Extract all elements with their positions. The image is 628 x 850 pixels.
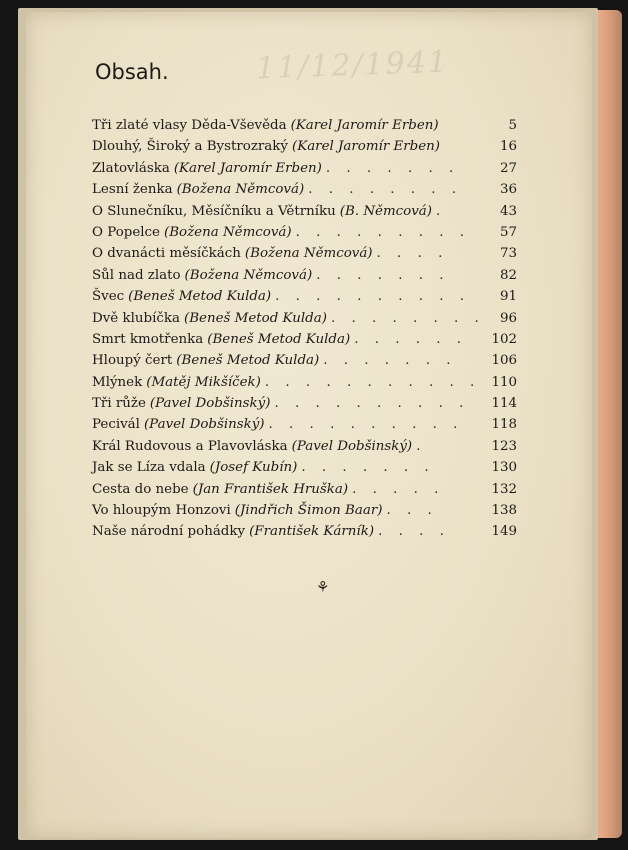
toc-entry xyxy=(92,482,517,503)
entry-page-number: 123 xyxy=(491,438,517,454)
entry-author: (Pavel Dobšinský) xyxy=(291,438,413,454)
entry-page-number: 57 xyxy=(499,224,517,240)
entry-page-number: 138 xyxy=(491,503,517,519)
entry-page-number: 106 xyxy=(491,353,517,369)
entry-title: Král Rudovous a Plavovláska xyxy=(92,438,288,454)
entry-page-number: 118 xyxy=(491,417,517,433)
leader-dots: . . . . . . xyxy=(354,331,468,347)
entry-page-number: 16 xyxy=(499,139,517,155)
entry-title: Hloupý čert xyxy=(92,353,173,369)
leader-dots: . . . . . . . xyxy=(323,353,457,369)
entry-author: (Božena Němcová) xyxy=(184,267,313,283)
toc-entry xyxy=(92,417,517,438)
leader-dots: . . . . . . . . xyxy=(308,182,463,198)
entry-title: Zlatovláska xyxy=(92,160,170,176)
entry-author: (Matěj Mikšíček) xyxy=(146,374,261,390)
toc-entry xyxy=(92,375,517,396)
leader-dots: . . . . . . . . . . xyxy=(275,289,471,305)
entry-title: Tři růže xyxy=(92,396,146,412)
toc-entry xyxy=(92,118,517,139)
entry-title: Tři zlaté vlasy Děda-Vševěda xyxy=(92,118,287,133)
entry-page-number: 96 xyxy=(499,310,517,326)
leader-dots: . . . xyxy=(386,503,438,519)
entry-title: Naše národní pohádky xyxy=(92,524,246,540)
faded-stamp: 11/12/1941 xyxy=(255,44,450,87)
toc-entry xyxy=(92,246,517,267)
toc-entry xyxy=(92,439,517,460)
leader-dots: . . . . . . . xyxy=(301,460,435,476)
toc-entry xyxy=(92,268,517,289)
entry-author: (Beneš Metod Kulda) xyxy=(207,331,351,347)
toc-entry xyxy=(92,311,517,332)
toc-entry xyxy=(92,332,517,353)
toc-entry xyxy=(92,353,517,374)
leader-dots: . . . . xyxy=(378,524,450,540)
entry-title: Pecivál xyxy=(92,417,140,433)
toc-entry xyxy=(92,182,517,203)
entry-title: O dvanácti měsíčkách xyxy=(92,246,241,262)
toc-entry xyxy=(92,161,517,182)
entry-author: (Beneš Metod Kulda) xyxy=(183,310,327,326)
entry-title: Dlouhý, Široký a Bystrozraký xyxy=(92,139,288,155)
leader-dots: . . . . . . . xyxy=(316,267,450,283)
leader-dots: . . . . . . . . . . . xyxy=(264,374,481,390)
entry-author: (Jindřich Šimon Baar) xyxy=(234,503,383,519)
entry-title: Jak se Líza vdala xyxy=(92,460,206,476)
leader-dots: . . . . . . . xyxy=(325,160,460,176)
page-title: Obsah. xyxy=(95,60,169,84)
entry-author: (František Kárník) xyxy=(249,524,375,540)
entry-title: O Slunečníku, Měsíčníku a Větrníku xyxy=(92,203,336,219)
entry-author: (Božena Němcová) xyxy=(163,224,292,240)
toc-entry xyxy=(92,524,517,545)
table-of-contents xyxy=(92,118,517,546)
entry-page-number: 110 xyxy=(491,374,517,390)
entry-page-number: 82 xyxy=(499,267,517,283)
entry-title: Vo hloupým Honzovi xyxy=(92,503,231,519)
entry-title: Smrt kmotřenka xyxy=(92,331,204,347)
leader-dots: . . . . . . . . . . xyxy=(268,417,464,433)
toc-entry xyxy=(92,503,517,524)
leader-dots: . xyxy=(416,438,427,454)
entry-author: (Pavel Dobšinský) xyxy=(149,396,271,412)
entry-page-number: 102 xyxy=(491,331,517,347)
leader-dots: . . . . . . . . . . xyxy=(274,396,470,412)
toc-entry xyxy=(92,139,517,160)
entry-page-number: 130 xyxy=(491,460,517,476)
entry-page-number: 36 xyxy=(499,182,517,198)
toc-entry xyxy=(92,204,517,225)
entry-author: (Josef Kubín) xyxy=(209,460,298,476)
entry-page-number: 5 xyxy=(508,118,517,133)
toc-entry xyxy=(92,396,517,417)
leader-dots: . . . . . . . . . xyxy=(295,224,470,240)
entry-title: Švec xyxy=(92,289,125,305)
entry-author: (Božena Němcová) xyxy=(176,182,305,198)
entry-author: (Karel Jaromír Erben) xyxy=(291,139,441,155)
entry-title: Lesní ženka xyxy=(92,182,173,198)
entry-title: Dvě klubíčka xyxy=(92,310,180,326)
entry-title: Sůl nad zlato xyxy=(92,267,181,283)
entry-author: (Beneš Metod Kulda) xyxy=(128,289,272,305)
entry-author: (Karel Jaromír Erben) xyxy=(173,160,322,176)
entry-title: Mlýnek xyxy=(92,374,143,390)
entry-author: (Božena Němcová) xyxy=(244,246,373,262)
entry-page-number: 73 xyxy=(499,246,517,262)
toc-entry xyxy=(92,460,517,481)
toc-entry xyxy=(92,289,517,310)
entry-title: Cesta do nebe xyxy=(92,481,189,497)
entry-page-number: 43 xyxy=(499,203,517,219)
entry-author: (Karel Jaromír Erben) xyxy=(290,118,439,133)
leader-dots: . . . . xyxy=(376,246,449,262)
entry-author: (Pavel Dobšinský) xyxy=(143,417,265,433)
entry-page-number: 27 xyxy=(499,160,517,176)
entry-page-number: 91 xyxy=(499,289,517,305)
leader-dots: . . . . . . . . xyxy=(330,310,485,326)
entry-author: (Jan František Hruška) xyxy=(192,481,349,497)
entry-page-number: 114 xyxy=(491,396,517,412)
entry-author: (Beneš Metod Kulda) xyxy=(176,353,320,369)
leader-dots: . xyxy=(436,203,447,219)
entry-author: (B. Němcová) xyxy=(339,203,433,219)
entry-title: O Popelce xyxy=(92,224,160,240)
entry-page-number: 149 xyxy=(491,524,517,540)
toc-entry xyxy=(92,225,517,246)
leader-dots: . . . . . xyxy=(352,481,445,497)
entry-page-number: 132 xyxy=(491,481,517,497)
flower-ornament-icon: ⚘ xyxy=(316,578,330,596)
